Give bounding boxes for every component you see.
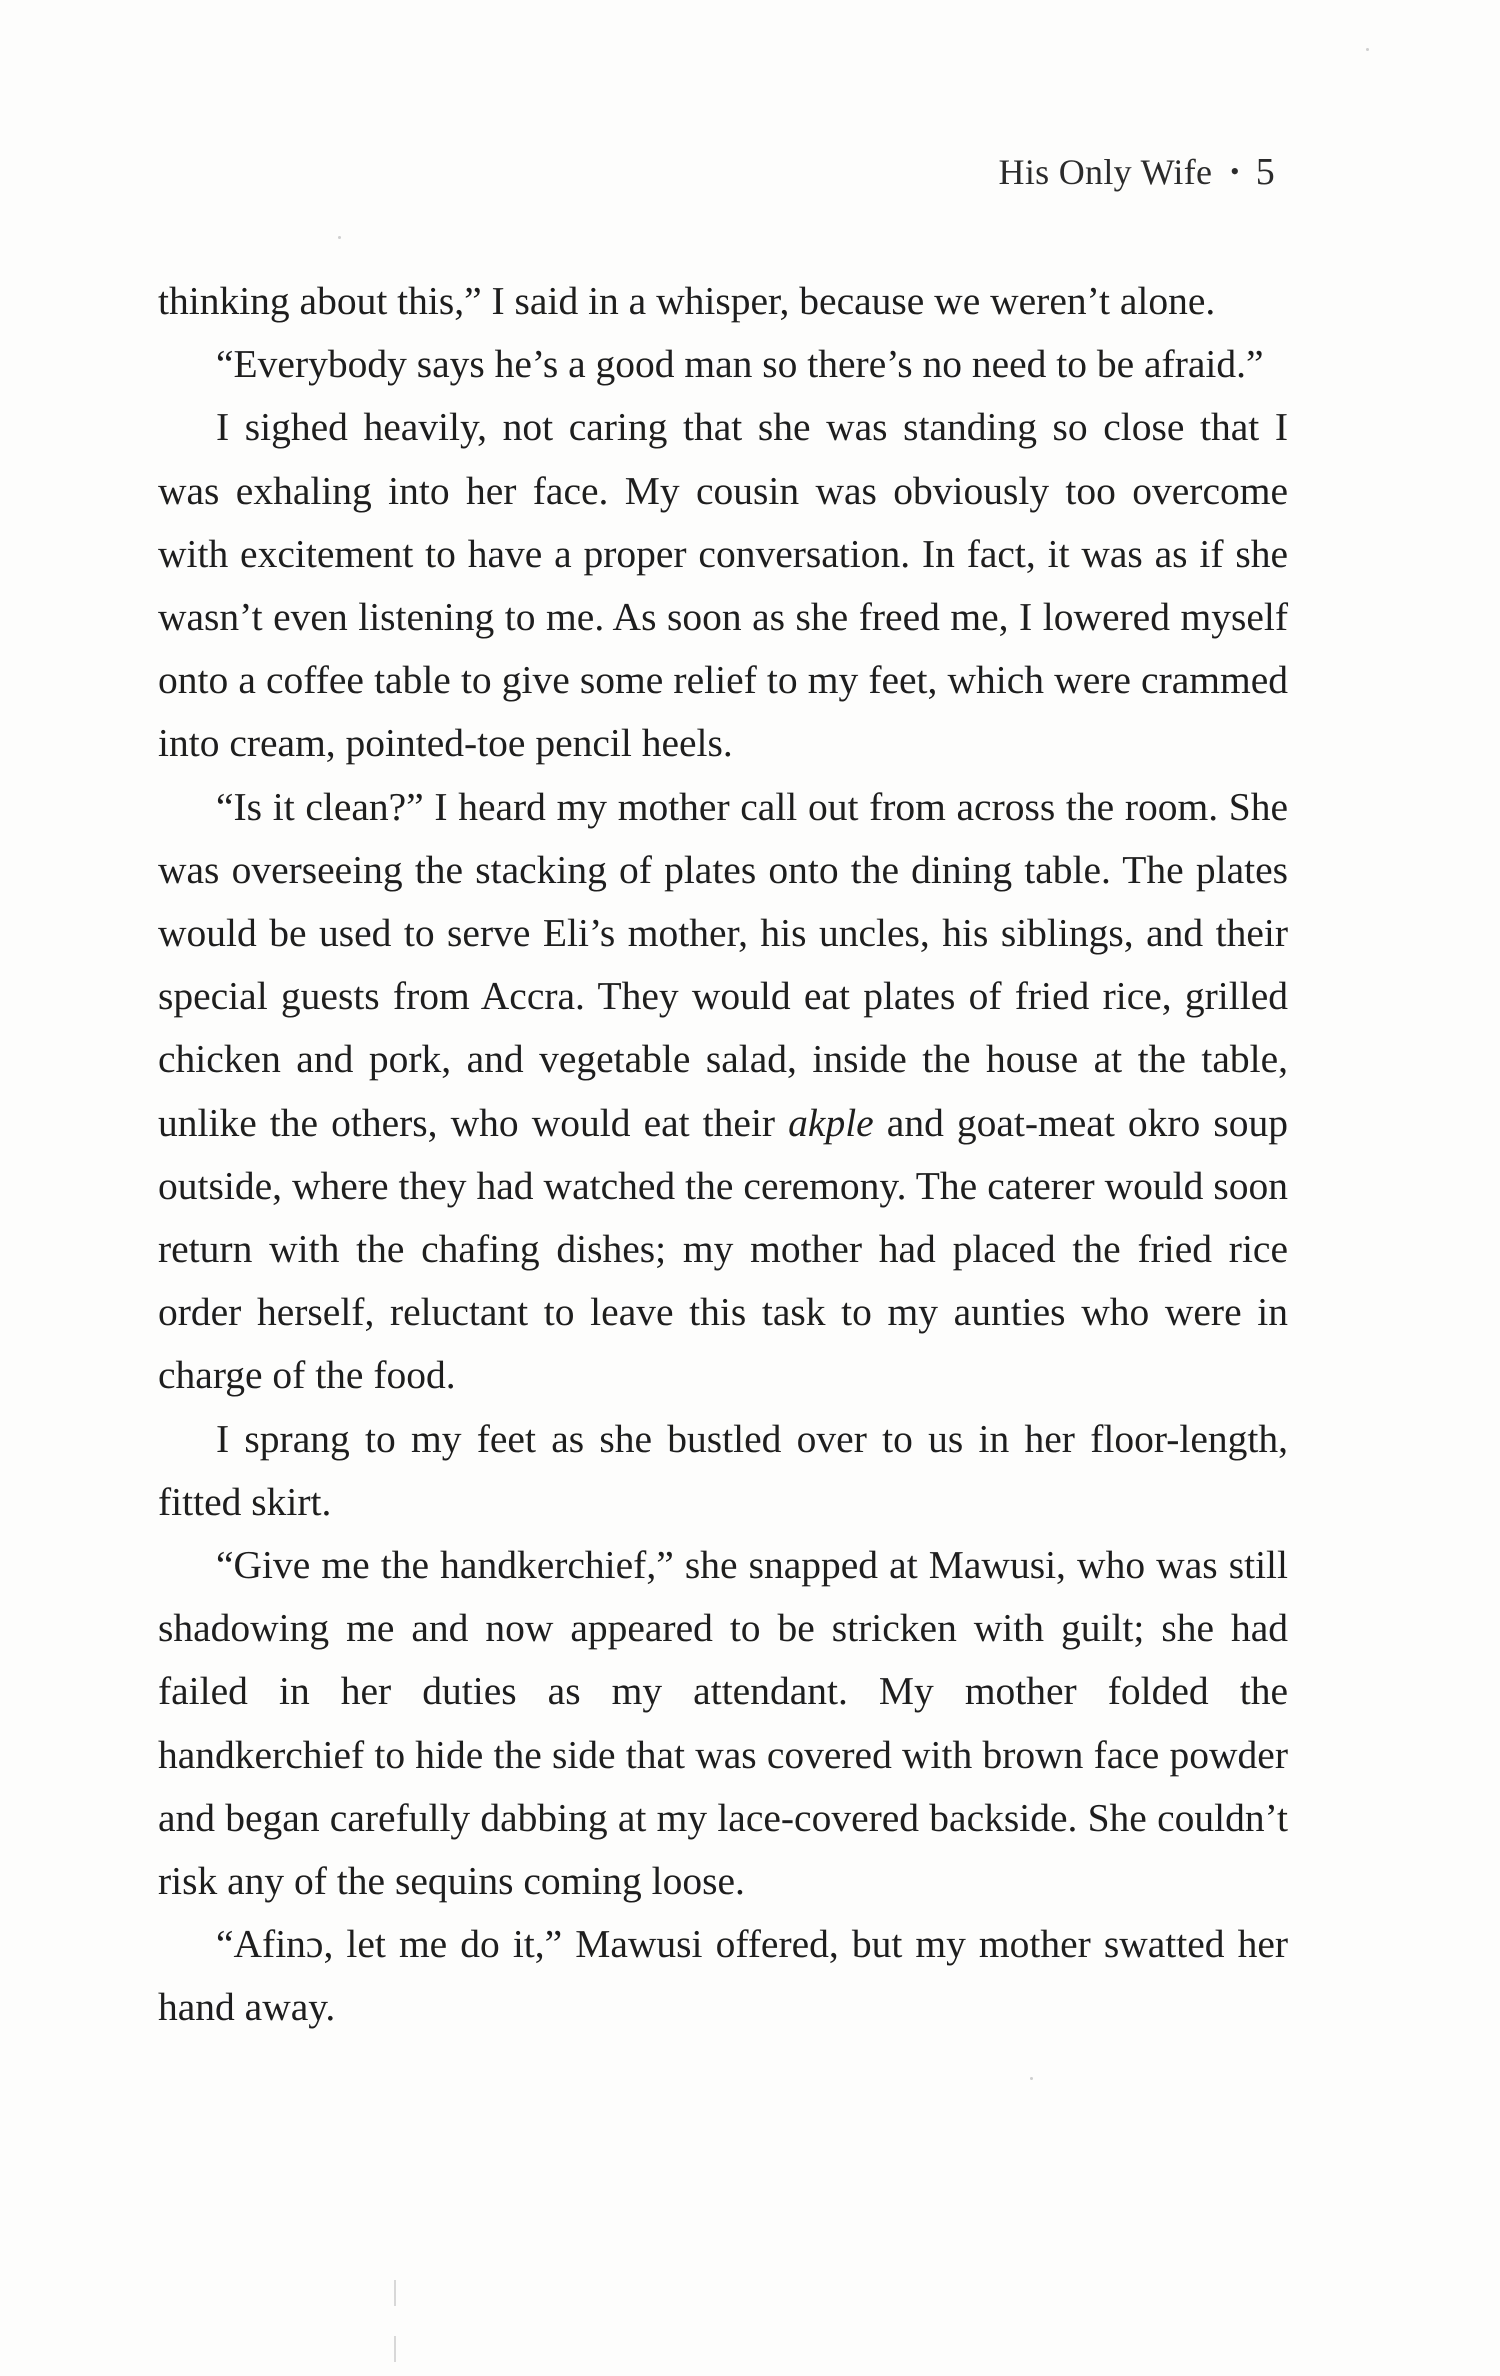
paragraph: I sighed heavily, not caring that she was standing so close that I was exhaling into her face. My cousin was obviously too overcome with excitement to have a proper conversation. In fact, it was as if she wasn’t even listening to me. As soon as she freed me, I lowered myself onto a coffee table to give some relief to my feet, which were crammed into cream, pointed-toe pencil heels.: [158, 405, 1288, 766]
paragraph: I sprang to my feet as she bustled over to us in her floor-length, fitted skirt.: [158, 1416, 1288, 1524]
paragraph-text: and goat-meat okro soup outside, where they had watched the ceremony. The caterer would soon return with the chafing dishes; my mother had placed the fried rice order herself, reluctant to leave this task to my aunties who were in charge of the food.: [158, 1100, 1289, 1398]
page-number: 5: [1255, 151, 1275, 193]
header-separator: •: [1230, 157, 1240, 186]
paragraph-text: “Is it clean?” I heard my mother call out from across the room. She was overseeing the stacking of plates onto the dining table. The plates would be used to serve Eli’s mother, his uncles, his siblings, and their special guests from Accra. They would eat plates of fried rice, grilled chicken and pork, and vegetable salad, inside the house at the table, unlike the others, who would eat their: [158, 784, 1288, 1145]
paragraph: “Give me the handkerchief,” she snapped at Mawusi, who was still shadowing me and now appeared to be stricken with guilt; she had failed in her duties as my attendant. My mother folded the handkerchief to hide the side that was covered with brown face powder and began carefully dabbing at my lace-covered backside. She couldn’t risk any of the sequins coming loose.: [158, 1543, 1288, 1904]
italic-term: akple: [788, 1100, 874, 1145]
book-title: His Only Wife: [998, 152, 1213, 192]
paragraph: “Afinɔ, let me do it,” Mawusi offered, but my mother swatted her hand away.: [158, 1922, 1288, 2030]
scan-mark: [394, 2280, 396, 2306]
scan-speck: [338, 236, 341, 239]
paragraph: [158, 776, 1288, 1408]
scan-speck: [1030, 2077, 1033, 2080]
paragraph: thinking about this,” I said in a whisper, because we weren’t alone.: [158, 279, 1216, 323]
body-text: [158, 270, 1288, 2040]
paragraph: “Everybody says he’s a good man so there’s no need to be afraid.”: [216, 342, 1264, 387]
scan-mark: [394, 2336, 396, 2362]
scan-speck: [1366, 48, 1369, 51]
running-head: [999, 150, 1275, 194]
